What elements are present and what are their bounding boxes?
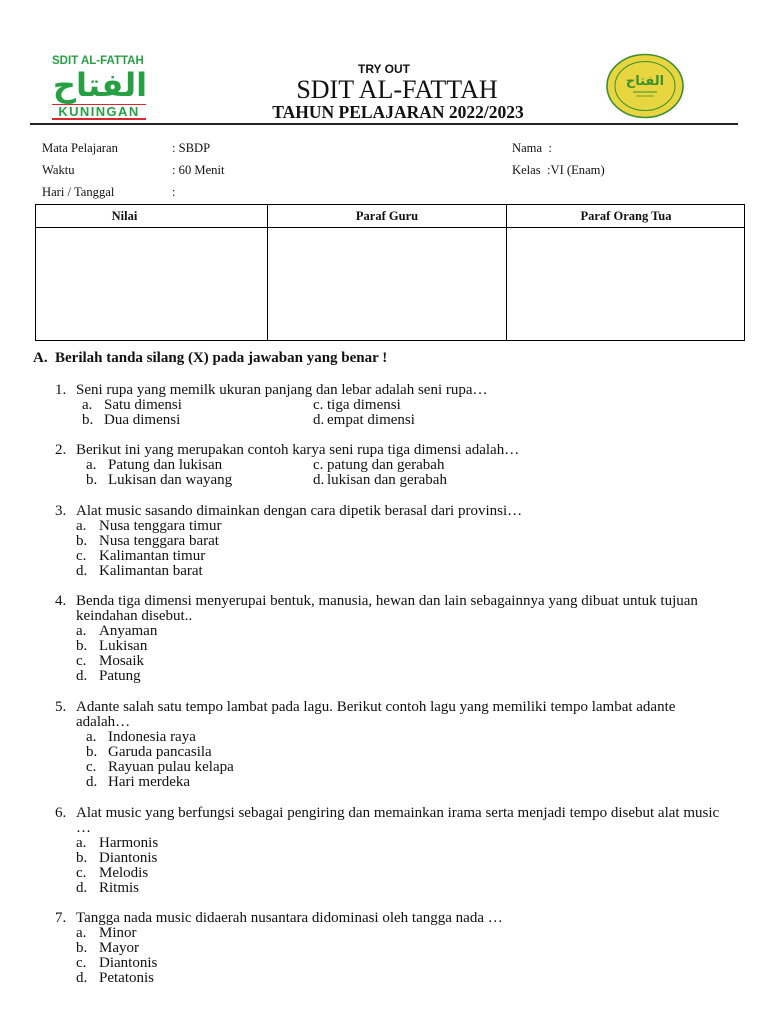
option-row	[0, 881, 768, 896]
option-row	[0, 926, 768, 941]
logo-city-name: KUNINGAN	[52, 104, 146, 120]
option-row	[0, 745, 768, 760]
name-label: Nama :	[512, 141, 552, 155]
subject-value: : SBDP	[172, 141, 211, 155]
seal-arabic-mark: الفتاح	[625, 74, 665, 89]
option-row	[0, 941, 768, 956]
question-stem	[0, 700, 768, 730]
header-divider	[30, 123, 738, 125]
question-number: 2.	[55, 441, 67, 458]
option-row	[0, 956, 768, 971]
question-text: Benda tiga dimensi menyerupai bentuk, manusia, hewan dan lain sebagainnya yang dibuat untuk tujuan keindahan disebut..	[76, 592, 698, 624]
option-text: Dua dimensi	[104, 411, 181, 428]
question-2	[0, 443, 768, 488]
question-number: 1.	[55, 381, 67, 398]
option-text: tiga dimensi	[327, 396, 401, 413]
question-number: 3.	[55, 502, 67, 519]
option-row	[0, 564, 768, 579]
score-column-paraf-guru	[267, 205, 506, 340]
option-row	[0, 775, 768, 790]
time-label: Waktu	[42, 163, 75, 177]
date-value: :	[172, 185, 176, 199]
option-text: patung dan gerabah	[327, 456, 445, 473]
option-text: Petatonis	[99, 969, 154, 986]
option-row	[0, 851, 768, 866]
question-number: 5.	[55, 698, 67, 715]
option-row	[0, 971, 768, 986]
question-text: Seni rupa yang memilk ukuran panjang dan lebar adalah seni rupa…	[76, 381, 488, 398]
question-text: Alat music yang berfungsi sebagai pengiring dan memainkan irama serta menjadi tempo disebut alat music …	[76, 804, 720, 836]
option-row	[0, 866, 768, 881]
option-text: Nusa tenggara timur	[99, 517, 222, 534]
option-row	[0, 669, 768, 684]
section-instruction: Berilah tanda silang (X) pada jawaban yang benar !	[55, 350, 388, 366]
option-row	[0, 549, 768, 564]
option-row	[0, 730, 768, 745]
academic-year: TAHUN PELAJARAN 2022/2023	[272, 102, 524, 122]
option-row	[0, 458, 768, 473]
option-label: c.	[313, 456, 324, 473]
option-label: a.	[76, 622, 87, 639]
question-stem	[0, 383, 768, 398]
question-text: Berikut ini yang merupakan contoh karya seni rupa tiga dimensi adalah…	[76, 441, 520, 458]
question-7	[0, 911, 768, 986]
exam-kicker: TRY OUT	[357, 62, 410, 76]
question-4	[0, 594, 768, 684]
question-stem	[0, 911, 768, 926]
option-text: Nusa tenggara barat	[99, 532, 219, 549]
option-text: Patung	[99, 667, 141, 684]
question-number: 4.	[55, 592, 67, 609]
option-label: b.	[82, 411, 94, 428]
time-value: : 60 Menit	[172, 163, 225, 177]
option-label: b.	[86, 471, 98, 488]
option-text: Satu dimensi	[104, 396, 182, 413]
score-header-nilai: Nilai	[36, 205, 267, 228]
option-text: Garuda pancasila	[108, 743, 212, 760]
school-title: SDIT AL-FATTAH	[296, 75, 498, 104]
option-label: a.	[76, 517, 87, 534]
question-1	[0, 383, 768, 428]
question-3	[0, 504, 768, 579]
option-text: Kalimantan timur	[99, 547, 206, 564]
option-text: Harmonis	[99, 834, 159, 851]
option-label: d.	[76, 879, 88, 896]
option-row	[0, 760, 768, 775]
option-text: Minor	[99, 924, 137, 941]
question-stem	[0, 443, 768, 458]
option-text: Indonesia raya	[108, 728, 196, 745]
school-logo	[50, 54, 150, 122]
score-header-paraf-guru: Paraf Guru	[268, 205, 506, 228]
option-label: a.	[76, 924, 87, 941]
question-number: 7.	[55, 909, 67, 926]
logo-arabic-mark: الفتاح	[52, 66, 148, 104]
question-5	[0, 700, 768, 790]
question-number: 6.	[55, 804, 67, 821]
option-label: a.	[86, 456, 97, 473]
option-text: Rayuan pulau kelapa	[108, 758, 234, 775]
school-seal	[605, 53, 685, 119]
option-label: d.	[86, 773, 98, 790]
option-text: Hari merdeka	[108, 773, 191, 790]
option-label: c.	[76, 954, 87, 971]
option-row	[0, 654, 768, 669]
subject-label: Mata Pelajaran	[42, 141, 118, 155]
option-label: d.	[313, 411, 325, 428]
option-label: a.	[76, 834, 87, 851]
option-text: empat dimensi	[327, 411, 415, 428]
option-label: b.	[76, 532, 88, 549]
logo-school-name: SDIT AL-FATTAH	[52, 55, 144, 67]
option-text: Lukisan dan wayang	[108, 471, 233, 488]
option-row	[0, 519, 768, 534]
option-text: Lukisan	[99, 637, 148, 654]
option-text: Diantonis	[99, 954, 158, 971]
option-row	[0, 639, 768, 654]
option-row	[0, 624, 768, 639]
score-header-paraf-orang-tua: Paraf Orang Tua	[507, 205, 745, 228]
option-label: b.	[76, 849, 88, 866]
question-text: Adante salah satu tempo lambat pada lagu. Berikut contoh lagu yang memiliki tempo lambat adante adalah…	[76, 698, 676, 730]
option-label: b.	[76, 637, 88, 654]
option-text: lukisan dan gerabah	[327, 471, 447, 488]
score-column-nilai	[36, 205, 267, 340]
section-label: A.	[33, 350, 48, 366]
question-stem	[0, 806, 768, 836]
score-column-paraf-orang-tua	[506, 205, 745, 340]
question-text: Alat music sasando dimainkan dengan cara dipetik berasal dari provinsi…	[76, 502, 523, 519]
option-label: c.	[86, 758, 97, 775]
option-text: Anyaman	[99, 622, 158, 639]
score-table	[35, 204, 745, 341]
option-row	[0, 473, 768, 488]
question-stem	[0, 504, 768, 519]
option-text: Kalimantan barat	[99, 562, 203, 579]
option-label: a.	[82, 396, 93, 413]
option-text: Diantonis	[99, 849, 158, 866]
question-stem	[0, 594, 768, 624]
option-row	[0, 398, 768, 413]
option-label: c.	[76, 547, 87, 564]
option-label: b.	[86, 743, 98, 760]
option-label: d.	[76, 667, 88, 684]
option-text: Melodis	[99, 864, 149, 881]
option-label: a.	[86, 728, 97, 745]
question-6	[0, 806, 768, 896]
option-label: d.	[76, 562, 88, 579]
class-label: Kelas :VI (Enam)	[512, 163, 605, 177]
option-label: b.	[76, 939, 88, 956]
option-label: c.	[76, 652, 87, 669]
option-row	[0, 413, 768, 428]
option-row	[0, 534, 768, 549]
option-text: Ritmis	[99, 879, 140, 896]
option-label: d.	[313, 471, 325, 488]
date-label: Hari / Tanggal	[42, 185, 115, 199]
option-label: c.	[313, 396, 324, 413]
question-text: Tangga nada music didaerah nusantara didominasi oleh tangga nada …	[76, 909, 503, 926]
option-label: c.	[76, 864, 87, 881]
option-label: d.	[76, 969, 88, 986]
option-text: Mayor	[99, 939, 139, 956]
option-text: Patung dan lukisan	[108, 456, 223, 473]
option-row	[0, 836, 768, 851]
option-text: Mosaik	[99, 652, 144, 669]
